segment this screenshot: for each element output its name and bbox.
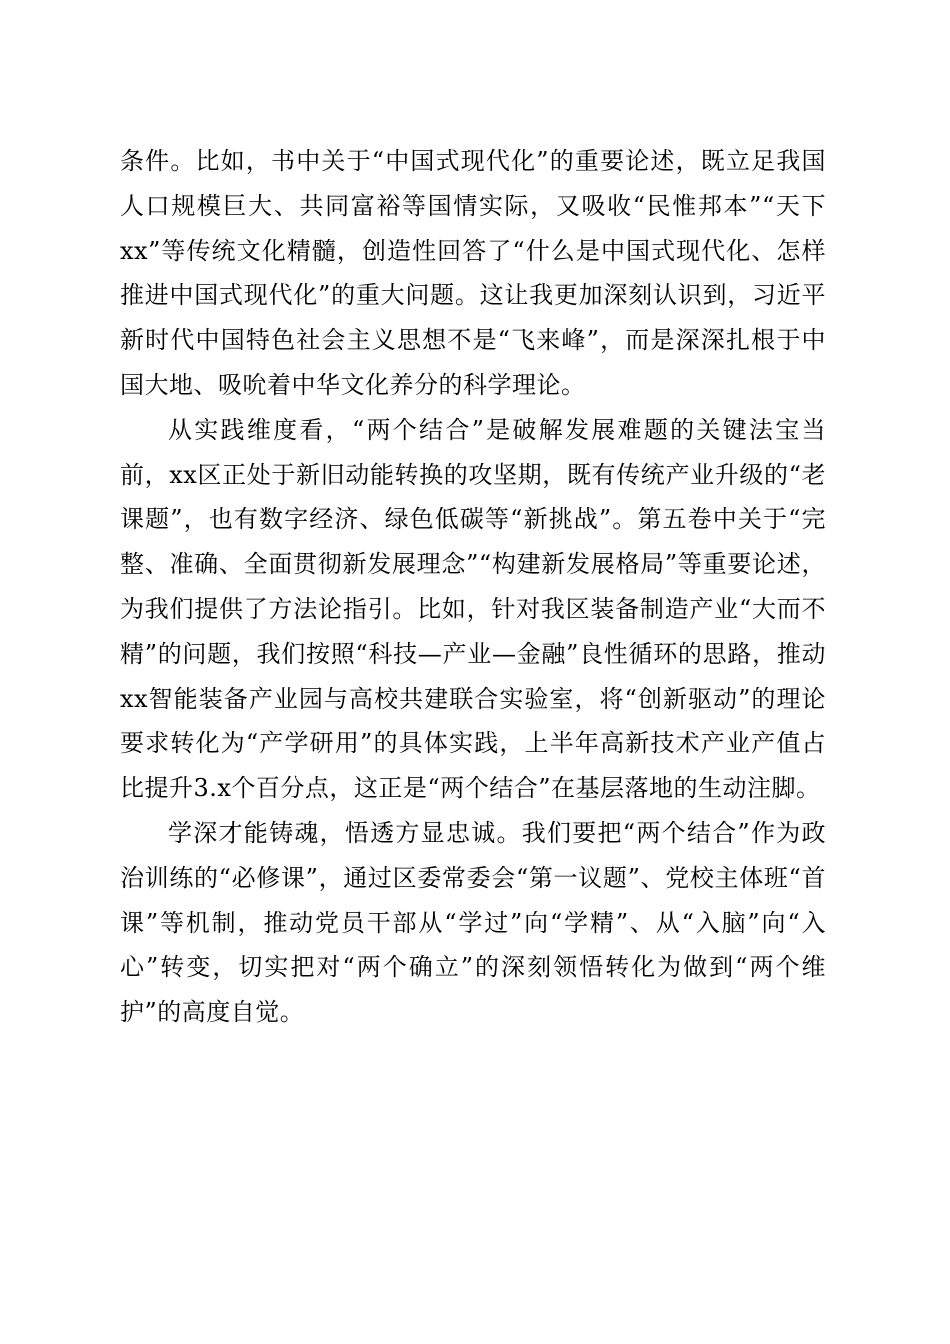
paragraph-1: 条件。比如，书中关于“中国式现代化”的重要论述，既立足我国人口规模巨大、共同富裕等国情实际，又吸收“民惟邦本”“天下xx”等传统文化精髓，创造性回答了“什么是中国式现代化、怎样推进中国式现代化”的重大问题。这让我更加深刻认识到，习近平新时代中国特色社会主义思想不是“飞来峰”，而是深深扎根于中国大地、吸吮着中华文化养分的科学理论。 [120,147,826,399]
paragraph-2: 从实践维度看，“两个结合”是破解发展难题的关键法宝当前，xx区正处于新旧动能转换的攻坚期，既有传统产业升级的“老课题”，也有数字经济、绿色低碳等“新挑战”。第五卷中关于“完整、准确、全面贯彻新发展理念”“构建新发展格局”等重要论述，为我们提供了方法论指引。比如，针对我区装备制造产业“大而不精”的问题，我们按照“科技—产业—金融”良性循环的思路，推动xx智能装备产业园与高校共建联合实验室，将“创新驱动”的理论要求转化为“产学研用”的具体实践，上半年高新技术产业产值占比提升3.x个百分点，这正是“两个结合”在基层落地的生动注脚。 [120,415,826,803]
paragraph-3: 学深才能铸魂，悟透方显忠诚。我们要把“两个结合”作为政治训练的“必修课”，通过区委常委会“第一议题”、党校主体班“首课”等机制，推动党员干部从“学过”向“学精”、从“入脑”向“入心”转变，切实把对“两个确立”的深刻领悟转化为做到“两个维护”的高度自觉。 [120,818,826,1027]
document-body [120,139,826,1035]
